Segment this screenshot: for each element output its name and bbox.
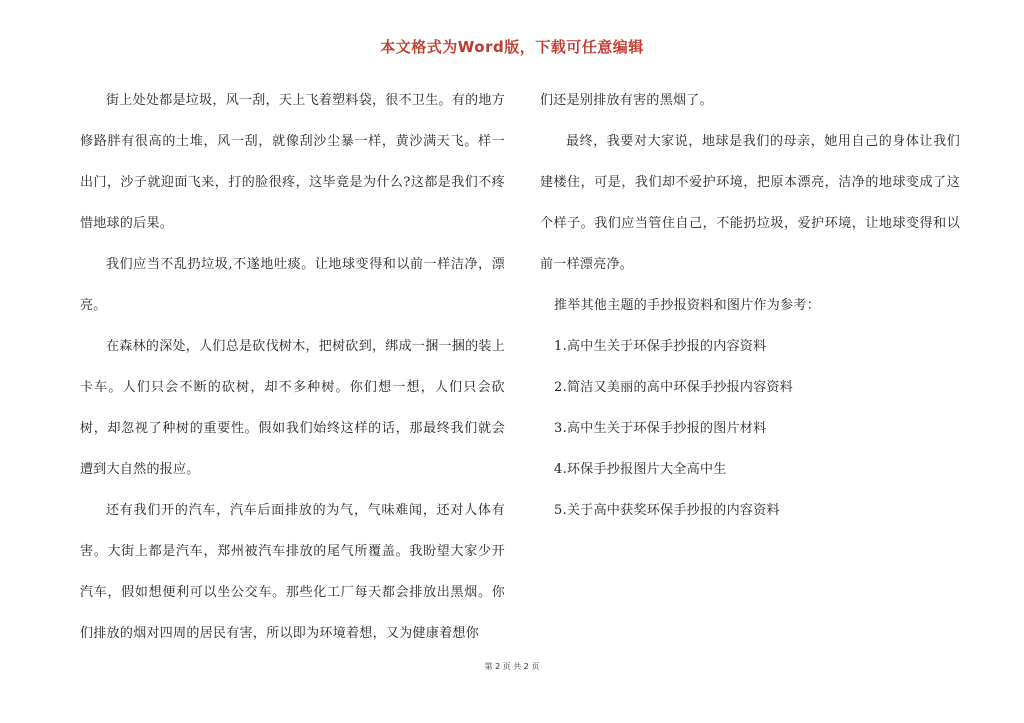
recommend-item[interactable]: 4.环保手抄报图片大全高中生 [554,462,727,477]
paragraph-street-garbage: 街上处处都是垃圾，风一刮，天上飞着塑料袋，很不卫生。有的地方修路胖有很高的土堆，风一刮，就像刮沙尘暴一样，黄沙满天飞。样一出门，沙子就迎面飞来，打的脸很疼，这毕竟是为什么?这都是我们不疼惜地球的后果。 [80,93,506,231]
recommend-intro: 推举其他主题的手抄报资料和图片作为参考： [554,298,821,313]
paragraph-continuation: 们还是别排放有害的黑烟了。 [540,93,713,108]
paragraph-car-exhaust: 还有我们开的汽车，汽车后面排放的为气，气味难闻，还对人体有害。大街上都是汽车，郑州被汽车排放的尾气所覆盖。我盼望大家少开汽车，假如想便利可以坐公交车。那些化工厂每天都会排放出黑烟。你们排放的烟对四周的居民有害，所以即为环境着想，又为健康着想你 [80,503,505,641]
paragraph-deforestation: 在森林的深处，人们总是砍伐树木，把树砍到，绑成一捆一捆的装上卡车。人们只会不断的砍树，却不多种树。你们想一想，人们只会砍树，却忽视了种树的重要性。假如我们始终这样的话，那最终我们就会遭到大自然的报应。 [80,339,506,477]
recommend-item[interactable]: 3.高中生关于环保手抄报的图片材料 [554,421,767,436]
document-header-title: 本文格式为Word版，下载可任意编辑 [380,38,644,56]
recommend-item[interactable]: 5.关于高中获奖环保手抄报的内容资料 [554,503,780,518]
page-number-footer: 第 2 页 共 2 页 [484,662,540,671]
recommend-item[interactable]: 2.简洁又美丽的高中环保手抄报内容资料 [554,380,794,395]
recommend-item[interactable]: 1.高中生关于环保手抄报的内容资料 [554,339,767,354]
right-column [540,80,960,531]
paragraph-closing: 最终，我要对大家说，地球是我们的母亲，她用自己的身体让我们建楼住，可是，我们却不爱护环境，把原本漂亮，洁净的地球变成了这个样子。我们应当管住自己，不能扔垃圾，爱护环境，让地球变得和以前一样漂亮净。 [540,134,960,272]
left-column [80,80,505,654]
paragraph-no-littering: 我们应当不乱扔垃圾,不遂地吐痰。让地球变得和以前一样洁净，漂亮。 [80,257,505,313]
